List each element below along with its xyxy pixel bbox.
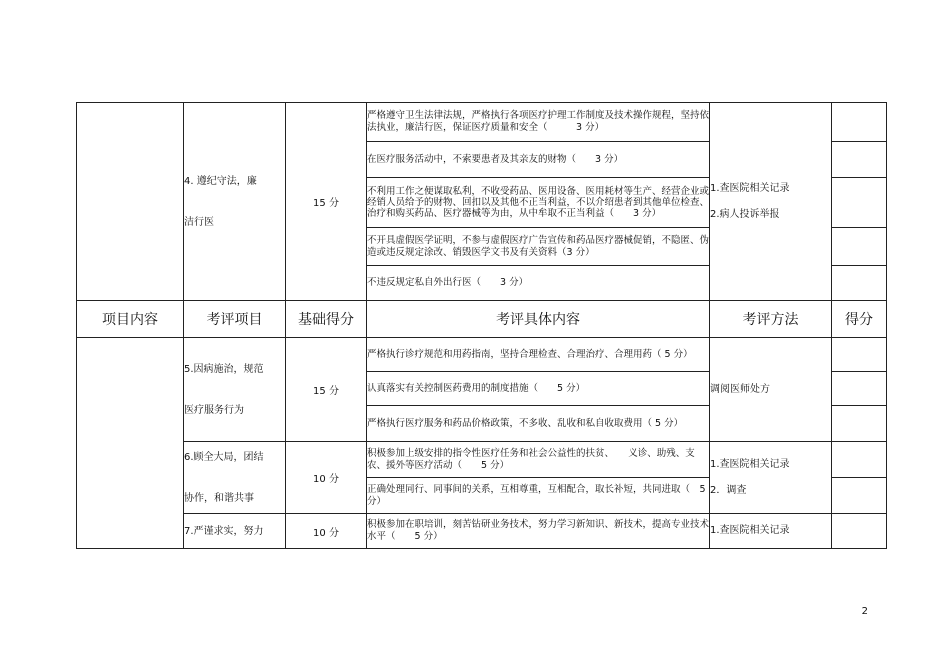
item-label-cont: 协作，和谐共事	[184, 492, 254, 504]
base-score-cell: 15 分	[286, 338, 367, 442]
evaluation-table	[76, 102, 887, 549]
item-label: 4. 遵纪守法，廉	[184, 175, 257, 187]
item-cell-7	[184, 514, 286, 549]
base-score-cell: 10 分	[286, 514, 367, 549]
header-eval-method: 考评方法	[710, 301, 832, 338]
item-cell-5	[184, 338, 286, 442]
evaluation-table-sheet	[76, 102, 886, 549]
content-cell: 严格执行医疗服务和药品价格政策，不多收、乱收和私自收取费用（ 5 分）	[367, 406, 710, 442]
method-cell	[710, 103, 832, 301]
item-cell-6	[184, 442, 286, 514]
method-line: 2．调查	[710, 484, 747, 496]
score-input-cell[interactable]	[832, 442, 887, 478]
item-label: 7.严谨求实，努力	[184, 525, 264, 537]
table-row	[77, 442, 887, 478]
table-row	[77, 338, 887, 372]
content-cell: 在医疗服务活动中，不索要患者及其亲友的财物（ 3 分）	[367, 142, 710, 178]
method-cell	[710, 442, 832, 514]
content-cell: 严格遵守卫生法律法规，严格执行各项医疗护理工作制度及技术操作规程，坚持依法执业，廉洁行医，保证医疗质量和安全（ 3 分）	[367, 103, 710, 142]
header-project-content: 项目内容	[77, 301, 184, 338]
item-label: 5.因病施治，规范	[184, 363, 264, 375]
score-input-cell[interactable]	[832, 228, 887, 266]
page-number: 2	[861, 606, 868, 617]
item-label-cont: 医疗服务行为	[184, 404, 244, 416]
item-label: 6.顾全大局，团结	[184, 451, 264, 463]
score-input-cell[interactable]	[832, 266, 887, 301]
score-input-cell[interactable]	[832, 478, 887, 514]
table-row	[77, 103, 887, 142]
content-cell: 积极参加在职培训，刻苦钻研业务技术，努力学习新知识、新技术，提高专业技术水平（ 5 分）	[367, 514, 710, 549]
score-input-cell[interactable]	[832, 406, 887, 442]
content-cell: 严格执行诊疗规范和用药指南，坚持合理检查、合理治疗、合理用药（ 5 分）	[367, 338, 710, 372]
score-input-cell[interactable]	[832, 178, 887, 228]
score-input-cell[interactable]	[832, 514, 887, 549]
header-score: 得分	[832, 301, 887, 338]
base-score-cell: 15 分	[286, 103, 367, 301]
base-score-cell: 10 分	[286, 442, 367, 514]
item-cell-4	[184, 103, 286, 301]
method-cell	[710, 338, 832, 442]
method-line: 2.病人投诉举报	[710, 208, 780, 220]
method-line: 1.查医院相关记录	[710, 458, 790, 470]
method-cell	[710, 514, 832, 549]
content-cell: 不开具虚假医学证明，不参与虚假医疗广告宣传和药品医疗器械促销，不隐匿、伪造或违反规定涂改、销毁医学文书及有关资料（3 分）	[367, 228, 710, 266]
item-label-cont: 洁行医	[184, 216, 214, 228]
table-row	[77, 514, 887, 549]
score-input-cell[interactable]	[832, 103, 887, 142]
content-cell: 积极参加上级安排的指令性医疗任务和社会公益性的扶贫、 义诊、助残、支农、援外等医疗活动（ 5 分）	[367, 442, 710, 478]
project-content-cell	[77, 338, 184, 549]
method-line: 调阅医师处方	[710, 383, 770, 395]
content-cell: 不违反规定私自外出行医（ 3 分）	[367, 266, 710, 301]
header-base-score: 基础得分	[286, 301, 367, 338]
header-eval-item: 考评项目	[184, 301, 286, 338]
header-eval-content: 考评具体内容	[367, 301, 710, 338]
method-line: 1.查医院相关记录	[710, 182, 790, 194]
header-row	[77, 301, 887, 338]
project-content-cell	[77, 103, 184, 301]
score-input-cell[interactable]	[832, 372, 887, 406]
content-cell: 认真落实有关控制医药费用的制度措施（ 5 分）	[367, 372, 710, 406]
score-input-cell[interactable]	[832, 338, 887, 372]
content-cell: 正确处理同行、同事间的关系，互相尊重，互相配合，取长补短，共同进取（ 5 分）	[367, 478, 710, 514]
score-input-cell[interactable]	[832, 142, 887, 178]
method-line: 1.查医院相关记录	[710, 525, 790, 536]
content-cell: 不利用工作之便谋取私利，不收受药品、医用设备、医用耗材等生产、经营企业或经销人员给予的财物、回扣以及其他不正当利益，不以介绍患者到其他单位检查、治疗和购买药品、医疗器械等为由，从中牟取不正当利益（ 3 分）	[367, 178, 710, 228]
